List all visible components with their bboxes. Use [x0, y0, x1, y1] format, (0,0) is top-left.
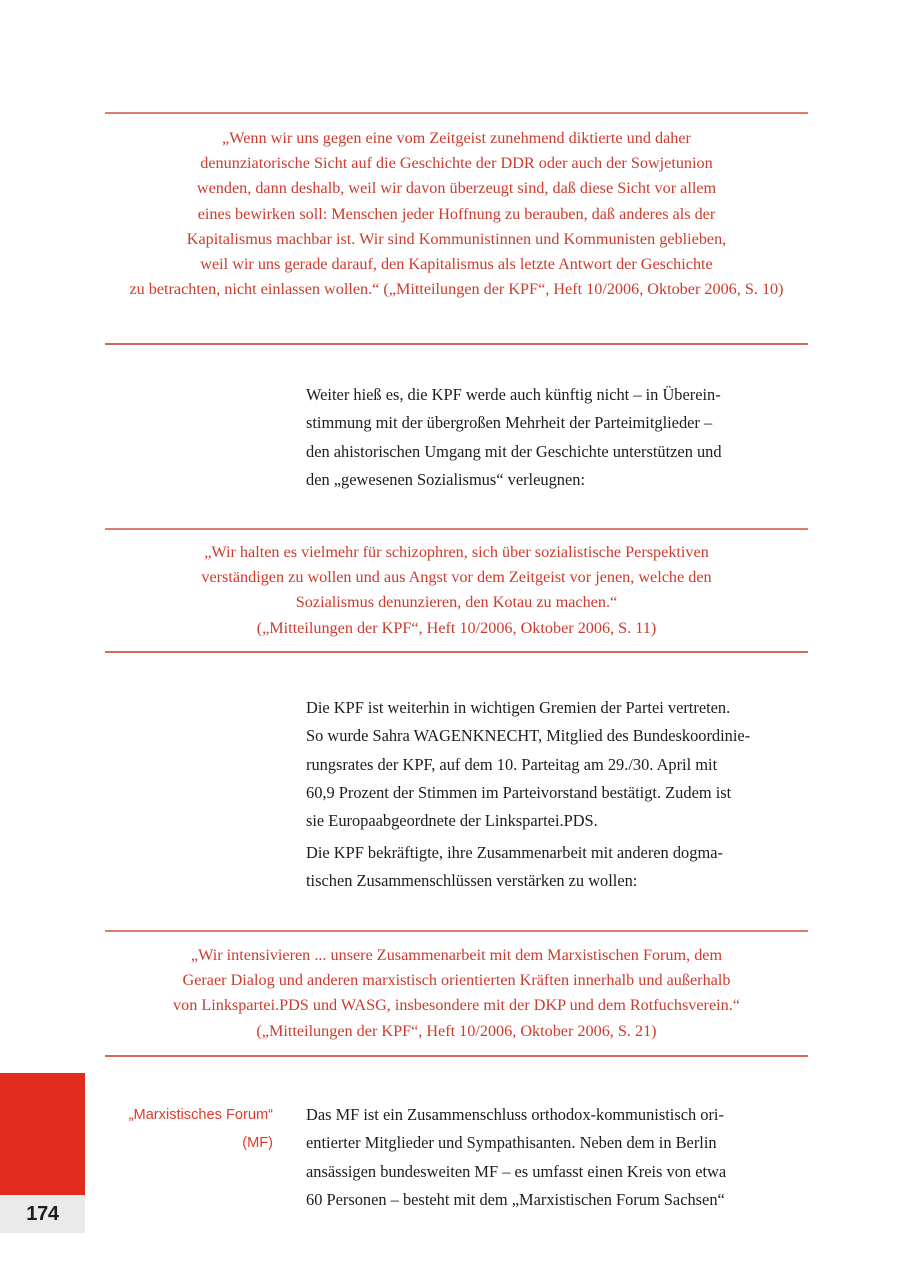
- paragraph-4-line: 60 Personen – besteht mit dem „Marxistischen Forum Sachsen“: [306, 1189, 725, 1209]
- quote1-line: weil wir uns gerade darauf, den Kapitalismus als letzte Antwort der Geschichte: [200, 255, 713, 274]
- quote2-line: „Wir halten es vielmehr für schizophren, sich über sozialistische Perspektiven: [204, 543, 709, 561]
- paragraph-1: [306, 381, 808, 494]
- quote2-bottom-rule: [105, 651, 808, 653]
- paragraph-4-line: Das MF ist ein Zusammenschluss orthodox-kommunistisch ori-: [306, 1105, 724, 1124]
- paragraph-4-line: ansässigen bundesweiten MF – es umfasst einen Kreis von etwa: [306, 1161, 727, 1181]
- margin-note-line-2: (MF): [242, 1135, 273, 1152]
- quote2-line: Sozialismus denunzieren, den Kotau zu machen.“: [295, 593, 618, 612]
- paragraph-1-line: den „gewesenen Sozialismus“ verleugnen:: [306, 469, 586, 489]
- paragraph-3-line: Die KPF bekräftigte, ihre Zusammenarbeit mit anderen dogma-: [306, 843, 723, 862]
- quote-block-1: [105, 126, 808, 302]
- paragraph-1-line: Weiter hieß es, die KPF werde auch künftig nicht – in Überein-: [306, 385, 721, 404]
- page-number: 174: [26, 1202, 59, 1225]
- paragraph-2-line: rungsrates der KPF, auf dem 10. Parteitag am 29./30. April mit: [306, 754, 718, 774]
- quote1-line: zu betrachten, nicht einlassen wollen.“: [129, 280, 380, 299]
- paragraph-2-line: sie Europaabgeordnete der Linkspartei.PDS.: [306, 811, 598, 831]
- paragraph-4: [306, 1101, 808, 1214]
- paragraph-2-line: Die KPF ist weiterhin in wichtigen Gremien der Partei vertreten.: [306, 698, 731, 717]
- red-marker-block: [0, 1073, 85, 1195]
- paragraph-4-line: entierter Mitglieder und Sympathisanten. Neben dem in Berlin: [306, 1133, 717, 1153]
- quote3-line: „Wir intensivieren ... unsere Zusammenarbeit mit dem Marxistischen Forum, dem: [190, 946, 723, 964]
- quote1-line: eines bewirken soll: Menschen jeder Hoffnung zu berauben, daß anderes als der: [197, 204, 716, 223]
- quote1-top-rule: [105, 112, 808, 114]
- quote3-top-rule: [105, 930, 808, 932]
- quote1-bottom-rule: [105, 343, 808, 345]
- quote3-line: von Linkspartei.PDS und WASG, insbesondere mit der DKP und dem Rotfuchsverein.“: [173, 996, 740, 1015]
- quote1-line: „Wenn wir uns gegen eine vom Zeitgeist zunehmend diktierte und daher: [222, 129, 691, 147]
- paragraph-3-line: tischen Zusammenschlüssen verstärken zu wollen:: [306, 871, 638, 891]
- paragraph-3: [306, 839, 808, 896]
- quote1-line: wenden, dann deshalb, weil wir davon überzeugt sind, daß diese Sicht vor allem: [196, 179, 717, 198]
- quote3-source: („Mitteilungen der KPF“, Heft 10/2006, Oktober 2006, S. 21): [256, 1021, 657, 1040]
- quote1-source: („Mitteilungen der KPF“, Heft 10/2006, Oktober 2006, S. 10): [383, 280, 784, 299]
- quote2-line: verständigen zu wollen und aus Angst vor dem Zeitgeist vor jenen, welche den: [201, 568, 712, 587]
- paragraph-2-line: So wurde Sahra WAGENKNECHT, Mitglied des Bundeskoordinie-: [306, 726, 751, 746]
- quote-block-2: [105, 540, 808, 641]
- quote1-line: Kapitalismus machbar ist. Wir sind Kommunistinnen und Kommunisten geblieben,: [186, 229, 727, 248]
- quote2-source: („Mitteilungen der KPF“, Heft 10/2006, Oktober 2006, S. 11): [256, 618, 657, 637]
- quote-block-3: [105, 943, 808, 1044]
- quote3-line: Geraer Dialog und anderen marxistisch orientierten Kräften innerhalb und außerhalb: [182, 971, 731, 990]
- paragraph-1-line: stimmung mit der übergroßen Mehrheit der Parteimitglieder –: [306, 413, 713, 433]
- margin-note-line-1: „Marxistisches Forum“: [128, 1107, 273, 1123]
- margin-note: [95, 1101, 273, 1158]
- paragraph-2: [306, 694, 808, 835]
- paragraph-2-line: 60,9 Prozent der Stimmen im Parteivorstand bestätigt. Zudem ist: [306, 782, 732, 802]
- quote3-bottom-rule: [105, 1055, 808, 1057]
- quote1-line: denunziatorische Sicht auf die Geschichte der DDR oder auch der Sowjetunion: [200, 154, 713, 173]
- quote2-top-rule: [105, 528, 808, 530]
- paragraph-1-line: den ahistorischen Umgang mit der Geschichte unterstützen und: [306, 441, 722, 461]
